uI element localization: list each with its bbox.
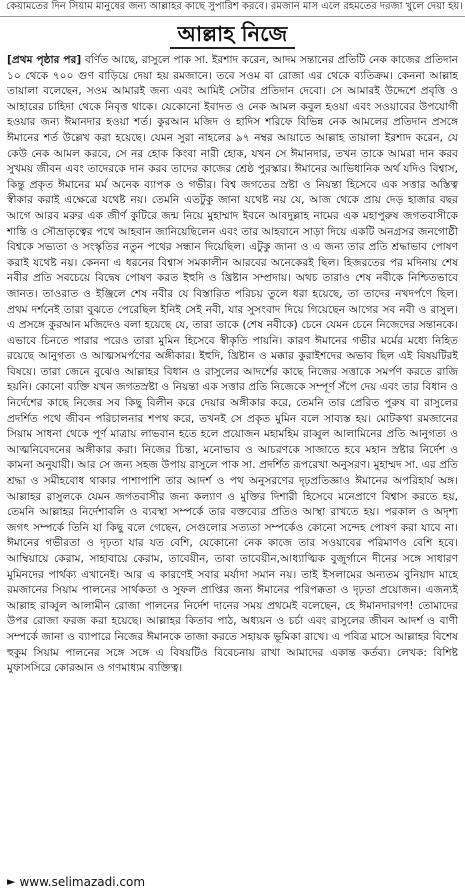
continuation-tag: [প্রথম পৃষ্ঠার পর] [7, 54, 82, 66]
article-column [0, 51, 465, 887]
article-body-text: বর্ণিত আছে, রাসুলে পাক সা. ইরশাদ করেন, আদম সন্তানের প্রতিটি নেক কাজের প্রতিদান ১০ থেকে ৭০০ গুণ বাড়িয়ে দেয়া হয় রমজানে। তবে সওম বা রোজা এর থেকে ব্যতিক্রম। কেননা আল্লাহ তায়ালা বলেছেন, সওম আমারই জন্য এবং আমিই সেটার প্রতিদান দেবো। সে আমারই উদ্দেশে প্রবৃত্তি ও আহারের চাহিদা থেকে নিবৃত্ত থাকে। যেকোনো ইবাদত ও নেক আমল কবুল হওয়া এবং সওয়াবের উপযোগী হওয়ার জন্য ঈমানদার হওয়া শর্ত। কুরআন মজিদ ও হাদিস শরিফে বিভিন্ন নেক আমলের প্রতিদান প্রসঙ্গে ঈমানের শর্ত উল্লেখ করা হয়েছে। যেমন সুরা নাহলের ৯৭ নম্বর আয়াতে আল্লাহ তায়ালা ইরশাদ করেন, যে কেউ নেক আমল করবে, সে নর হোক কিংবা নারী হোক, যখন সে ঈমানদার, তখন তাকে আমরা দান করব সুখময় জীবন এবং তাদেরকে দান করব তাদের কাজের শ্রেষ্ঠ পুরস্কার। ঈমানের আভিধানিক অর্থ যদিও বিশ্বাস, কিন্তু প্রকৃত ঈমানের মর্ম অনেক ব্যাপক ও গভীর। বিশ্ব জগতের স্রষ্টা ও নিয়ন্তা হিসেবে এক সত্তার অস্তিত্ব স্বীকার করাই এক্ষেত্রে যথেষ্ট নয়। তেমনি এতটুকু জানা যথেষ্ট নয় যে, আজ থেকে প্রায় দেড় হাজার বছর আগে আরব মরুর এক জীর্ণ কুটিরে জন্ম নিয়ে মুহাম্মাদ ইবনে আবদুল্লাহ নামের এক মহাপুরুষ জগতবাসীকে শান্তি ও সৌভ্রাতৃত্বের পথে আহবান জানিয়েছিলেন এবং তার আহবানে সাড়া দিয়ে একটি অনগ্রসর জনগোষ্ঠী বিশ্বকে সভ্যতা ও সংস্কৃতির নতুন পথের সন্ধান দিয়েছিল। এটুকু জানা ও এ জন্য তার প্রতি শ্রদ্ধাভাব পোষণ করাই যথেষ্ট নয়। কেননা এ ধরনের বিশ্বাস সমকালীন আরবের অনেকেরই ছিল। হিজরতের পর মদিনায় শেষ নবীর প্রতি সবচেয়ে বিদ্বেষ পোষণ করত ইহুদি ও খ্রিষ্টান সম্প্রদায়। অথচ তারাও শেষ নবীকে নিশ্চিতভাবে জানত। তাওরাত ও ইঞ্জিলে শেষ নবীর যে বিস্তারিত পরিচয় তুলে ধরা হয়েছে, তা তাদের নখদর্পণে ছিল। প্রথম দর্শনেই তারা বুঝতে পেরেছিল ইনিই সেই নবী, যার সুসংবাদ দিয়ে গিয়েছেন আগের সব নবী ও রাসুল। এ প্রসঙ্গে কুরআন মজিদেও বলা হয়েছে যে, তারা তাকে (শেষ নবীকে) চেনে যেমন চেনে নিজেদের সন্তানকে। এভাবে চিনতে পারার পরেও তারা মুমিন হিসেবে স্বীকৃতি পায়নি। কারণ ঈমানের গভীর মর্মের মধ্যে নিহিত রয়েছে আনুগত্য ও আত্মসমর্পণের অঙ্গীকার। ইহুদি, খ্রিষ্টান ও মক্কার কুরাইশদের অভাব ছিল এই বিষয়টিরই বিষয়ে। তারা জেনে বুঝেও আল্লাহর বিধান ও রাসুলের আদর্শের কাছে নিজের সত্তাকে সমর্পণ করতে রাজি হয়নি। কোনো ব্যক্তি যখন জগতস্রষ্টা ও নিয়ন্তা এক সত্তার প্রতি নিজেকে সম্পূর্ণ সঁপে দেয় এবং তার বিধান ও নির্দেশের কাছে নিজের সব কিছু বিলীন করে দেয়ার অঙ্গীকার করে, তেমনি তার প্রেরিত পুরুষ বা রাসুলের প্রদর্শিত পথে জীবন পরিচালনার শপথ করে, তখনই সে প্রকৃত মুমিন বলে সাব্যস্ত হয়। মোটকথা রমজানের সিয়াম সাধনা থেকে পূর্ণ মাত্রায় লাভবান হতে হলে প্রয়োজন মহামহিম রাব্বুল আলামিনের প্রতি আনুগত্য ও আত্মনিবেদনের অঙ্গীকার করা। নিজের চিন্তা, মনোভাব ও আচরণকে সাজাতে হবে মহান স্রষ্টার নির্দেশ ও কামনা অনুযায়ী। আর সে জন্য সহজ উপায় রাসুলে পাক সা. প্রদর্শিত রূপরেখা অনুসরণ। মুহাম্মদ সা. এর প্রতি শ্রদ্ধা ও সমীহবোধ থাকার পাশাপাশি তার আদর্শ ও পথ অনুসরণের দৃঢ়প্রতিজ্ঞাও ঈমানের অপরিহার্য অঙ্গ। আল্লাহর রাসুলকে যেমন জগতবাসীর জন্য কল্যাণ ও মুক্তির দিশারী হিসেবে মনেপ্রাণে বিশ্বাস করতে হয়, তেমনি আল্লাহর নির্দেশাবলি ও ব্যবস্থা সম্পর্কে তার বক্তব্যের প্রতিও আস্থা রাখতে হয়। পরকাল ও অদৃশ্য জগৎ সম্পর্কে তিনি যা কিছু বলে গেছেন, সেগুলোর সত্যতা সম্পর্কেও কোনো সন্দেহ পোষণ করা যাবে না। ঈমানের গভীরতা ও দৃঢ়তা যার যত বেশি, যেকোনো নেক কাজে তার সওয়াবের পরিমাণও বেশি হবে। আম্বিয়ায়ে কেরাম, সাহাবায়ে কেরাম, তাবেয়ীন, তাবা তাবেয়ীন,আধ্যাত্মিক বুজুর্গানে দীনের সঙ্গে সাধারণ মুমিনদের পার্থক্য এখানেই। আর এ কারণেই সবার মর্যাদা সমান নয়। তাই ইসলামের অন্যতম বুনিয়াদ মাহে রমজানের সিয়াম পালনের সার্থকতা ও সুফল প্রাপ্তির জন্য ঈমানের পরিপক্কতা ও দৃঢ়তা প্রয়োজন। এজন্যই আল্লাহ রাব্বুল আলামীন রোজা পালনের নির্দেশ দানের সময় প্রথমেই বলেছেন, হে ঈমানদারগণ! তোমাদের উপর রোজা ফরজ করা হয়েছে। আল্লাহর কিতাব পাঠ, অধ্যয়ন ও চর্চা এবং রাসুলের জীবন আদর্শ ও বাণী সম্পর্কে জানা ও ব্যাপারে নিজের ঈমানকে তাজা করতে সহায়ক ভূমিকা রাখে। এ পবিত্র মাসে আল্লাহর বিশেষ হুকুম সিয়াম পালনের সঙ্গে সঙ্গে এ বিষয়টিও বিবেচনায় রাখা আমাদের একান্ত কর্তব্য। লেখক: বিশিষ্ট মুফাসসিরে কোরআন ও গণমাধ্যম ব্যক্তিত্ব। [7, 54, 458, 675]
previous-article-tail: কেয়ামতের দিন সিয়াম মানুষের জন্য আল্লাহর কাছে সুপারিশ করবে। রমজান মাস এলে রহমতের দরজা খুলে দেয়া হয়। [0, 0, 465, 17]
article-headline: আল্লাহ নিজে [170, 21, 296, 49]
website-url[interactable]: www.selimazadi.com [19, 875, 146, 889]
arrow-right-icon: ► [7, 875, 16, 888]
headline-block [0, 17, 465, 51]
footer [7, 875, 458, 889]
article-body [7, 53, 458, 887]
